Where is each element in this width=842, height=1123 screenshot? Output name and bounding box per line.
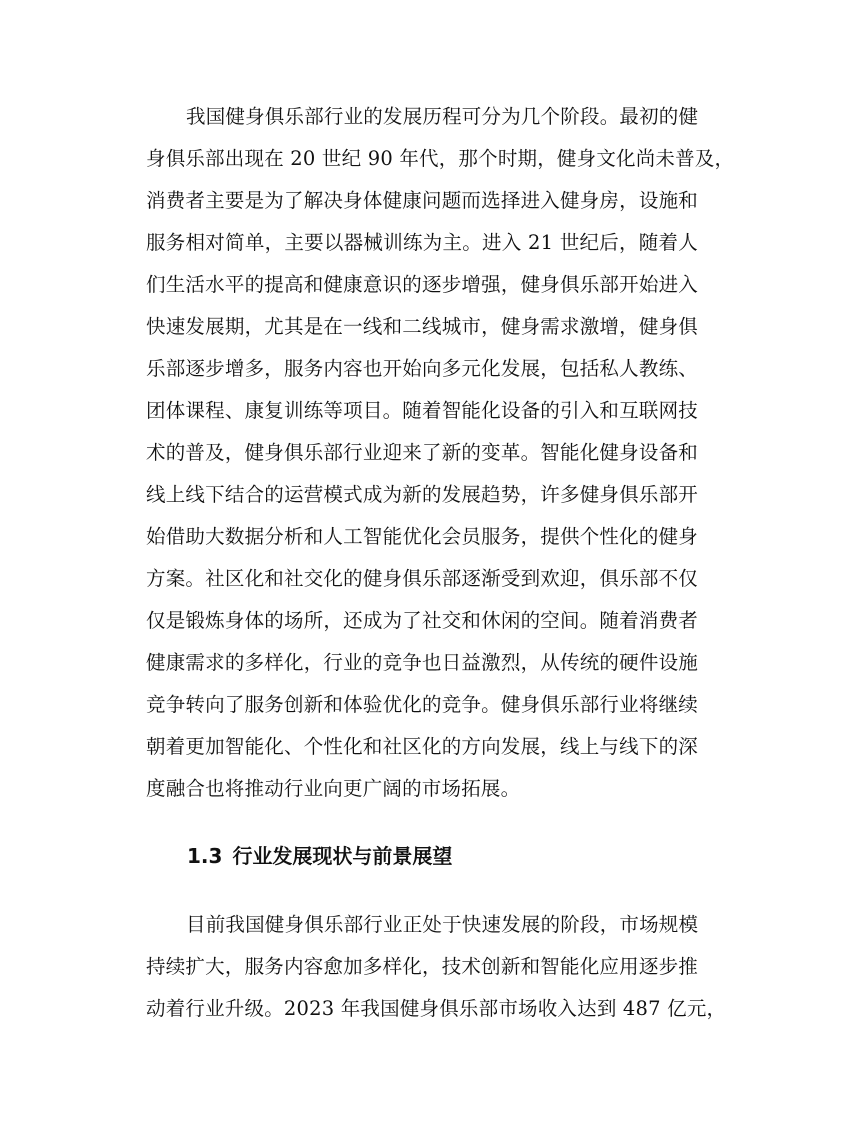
- paragraph-line: 方案。社区化和社交化的健身俱乐部逐渐受到欢迎，俱乐部不仅: [146, 567, 698, 590]
- paragraph-line: 始借助大数据分析和人工智能优化会员服务，提供个性化的健身: [146, 525, 698, 548]
- paragraph-line: 动着行业升级。2023 年我国健身俱乐部市场收入达到 487 亿元，: [146, 997, 727, 1020]
- section-number: 1.3: [187, 844, 223, 868]
- paragraph-line: 快速发展期，尤其是在一线和二线城市，健身需求激增，健身俱: [146, 315, 698, 338]
- paragraph-line: 朝着更加智能化、个性化和社区化的方向发展，线上与线下的深: [146, 735, 698, 758]
- paragraph-line: 度融合也将推动行业向更广阔的市场拓展。: [146, 777, 521, 800]
- paragraph-line: 线上线下结合的运营模式成为新的发展趋势，许多健身俱乐部开: [146, 483, 698, 506]
- paragraph-line: 竞争转向了服务创新和体验优化的竞争。健身俱乐部行业将继续: [146, 693, 698, 716]
- paragraph-line: 服务相对简单，主要以器械训练为主。进入 21 世纪后，随着人: [146, 231, 698, 254]
- paragraph-line: 身俱乐部出现在 20 世纪 90 年代，那个时期，健身文化尚未普及，: [146, 147, 735, 170]
- paragraph-line: 持续扩大，服务内容愈加多样化，技术创新和智能化应用逐步推: [146, 955, 698, 978]
- paragraph-line: 仅是锻炼身体的场所，还成为了社交和休闲的空间。随着消费者: [146, 609, 698, 632]
- paragraph-line: 术的普及，健身俱乐部行业迎来了新的变革。智能化健身设备和: [146, 441, 698, 464]
- paragraph-line: 目前我国健身俱乐部行业正处于快速发展的阶段，市场规模: [186, 913, 699, 936]
- paragraph-line: 团体课程、康复训练等项目。随着智能化设备的引入和互联网技: [146, 399, 698, 422]
- paragraph-line: 健康需求的多样化，行业的竞争也日益激烈，从传统的硬件设施: [146, 651, 698, 674]
- paragraph-line: 消费者主要是为了解决身体健康问题而选择进入健身房，设施和: [146, 189, 698, 212]
- section-title: 行业发展现状与前景展望: [232, 844, 453, 868]
- paragraph-line: 们生活水平的提高和健康意识的逐步增强，健身俱乐部开始进入: [146, 273, 698, 296]
- paragraph-line: 乐部逐步增多，服务内容也开始向多元化发展，包括私人教练、: [146, 357, 698, 380]
- section-heading: [187, 843, 452, 869]
- paragraph-line: 我国健身俱乐部行业的发展历程可分为几个阶段。最初的健: [186, 105, 699, 128]
